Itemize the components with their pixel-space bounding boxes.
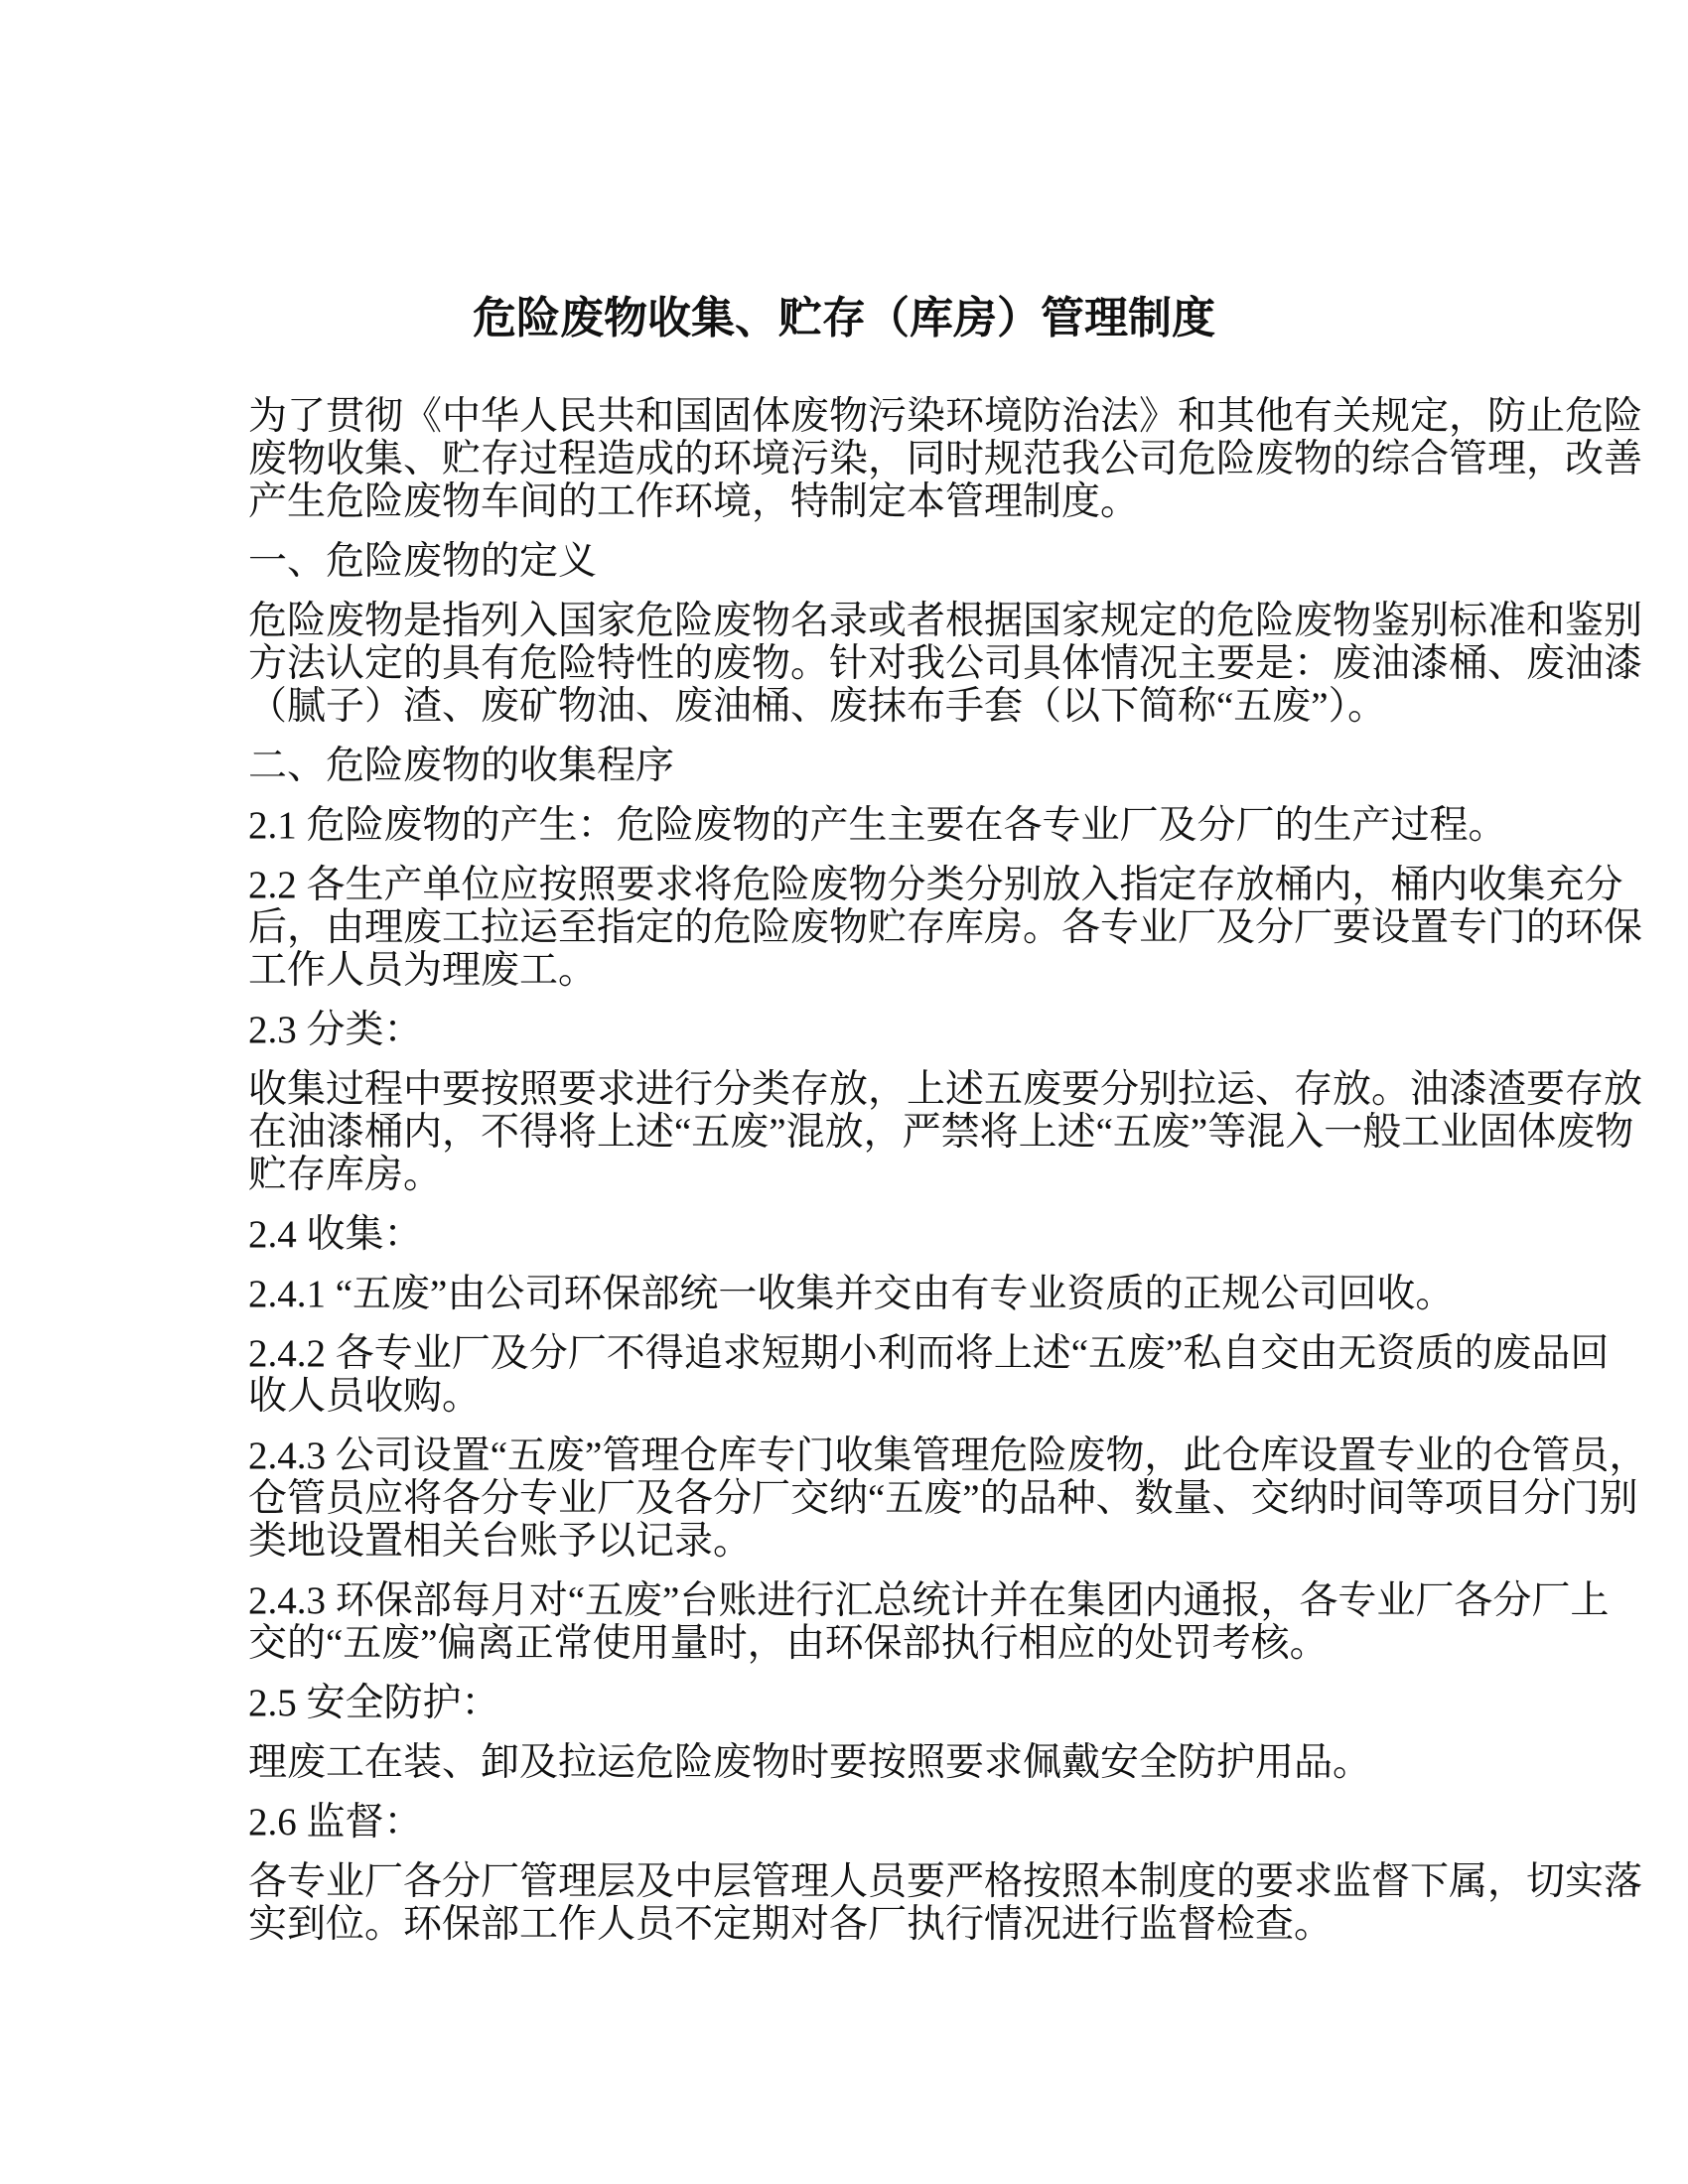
text-line: 收人员收购。 (248, 1375, 482, 1418)
text-line: 贮存库房。 (248, 1154, 443, 1196)
text-line: 2.1 危险废物的产生：危险废物的产生主要在各专业厂及分厂的生产过程。 (248, 804, 1507, 847)
text-line: 危险废物是指列入国家危险废物名录或者根据国家规定的危险废物鉴别标准和鉴别 (248, 600, 1643, 642)
paragraph (248, 600, 1643, 728)
paragraph (248, 1860, 1643, 1946)
paragraph (248, 395, 1643, 523)
paragraph (248, 1009, 1450, 1051)
text-line: 为了贯彻《中华人民共和国固体废物污染环境防治法》和其他有关规定，防止危险 (248, 395, 1643, 438)
paragraph (248, 864, 1643, 992)
text-line: 2.4.3 环保部每月对“五废”台账进行汇总统计并在集团内通报，各专业厂各分厂上 (248, 1579, 1610, 1622)
text-line: 2.4 收集： (248, 1213, 423, 1256)
text-line: 收集过程中要按照要求进行分类存放，上述五废要分别拉运、存放。油漆渣要存放 (248, 1068, 1643, 1111)
paragraph (248, 1682, 1450, 1724)
document-title: 危险废物收集、贮存（库房）管理制度 (473, 294, 1215, 343)
paragraph (248, 1068, 1643, 1196)
text-line: 后，由理废工拉运至指定的危险废物贮存库房。各专业厂及分厂要设置专门的环保 (248, 906, 1643, 949)
text-line: 2.6 监督： (248, 1801, 423, 1843)
text-line: 二、危险废物的收集程序 (248, 745, 675, 787)
paragraph (248, 1579, 1610, 1665)
paragraph (248, 1434, 1648, 1563)
text-line: 2.5 安全防护： (248, 1682, 500, 1724)
paragraph (248, 1801, 1450, 1843)
text-line: 2.3 分类： (248, 1009, 423, 1051)
paragraph (248, 1332, 1610, 1418)
text-line: 理废工在装、卸及拉运危险废物时要按照要求佩戴安全防护用品。 (248, 1741, 1372, 1784)
text-line: 产生危险废物车间的工作环境，特制定本管理制度。 (248, 480, 1140, 523)
paragraph (248, 1213, 1450, 1256)
text-line: 实到位。环保部工作人员不定期对各厂执行情况进行监督检查。 (248, 1903, 1334, 1946)
text-line: 一、危险废物的定义 (248, 540, 598, 583)
paragraph (248, 1741, 1450, 1784)
text-line: 工作人员为理废工。 (248, 949, 598, 992)
text-line: 类地设置相关台账予以记录。 (248, 1520, 753, 1563)
text-line: 2.4.1 “五废”由公司环保部统一收集并交由有专业资质的正规公司回收。 (248, 1273, 1455, 1315)
text-line: 在油漆桶内，不得将上述“五废”混放，严禁将上述“五废”等混入一般工业固体废物 (248, 1111, 1634, 1154)
text-line: 仓管员应将各分专业厂及各分厂交纳“五废”的品种、数量、交纳时间等项目分门别 (248, 1477, 1638, 1520)
paragraph (248, 745, 1450, 787)
text-line: 各专业厂各分厂管理层及中层管理人员要严格按照本制度的要求监督下属，切实落 (248, 1860, 1643, 1903)
text-line: 2.4.3 公司设置“五废”管理仓库专门收集管理危险废物，此仓库设置专业的仓管员， (248, 1434, 1648, 1477)
document-body (248, 395, 1648, 1963)
paragraph (248, 540, 1450, 583)
text-line: 2.2 各生产单位应按照要求将危险废物分类分别放入指定存放桶内，桶内收集充分 (248, 864, 1623, 906)
paragraph (248, 804, 1507, 847)
text-line: 交的“五废”偏离正常使用量时，由环保部执行相应的处罚考核。 (248, 1622, 1329, 1665)
text-line: 2.4.2 各专业厂及分厂不得追求短期小利而将上述“五废”私自交由无资质的废品回 (248, 1332, 1610, 1375)
text-line: 废物收集、贮存过程造成的环境污染，同时规范我公司危险废物的综合管理，改善 (248, 438, 1643, 480)
text-line: （腻子）渣、废矿物油、废油桶、废抹布手套（以下简称“五废”）。 (248, 685, 1387, 728)
paragraph (248, 1273, 1455, 1315)
text-line: 方法认定的具有危险特性的废物。针对我公司具体情况主要是：废油漆桶、废油漆 (248, 642, 1643, 685)
